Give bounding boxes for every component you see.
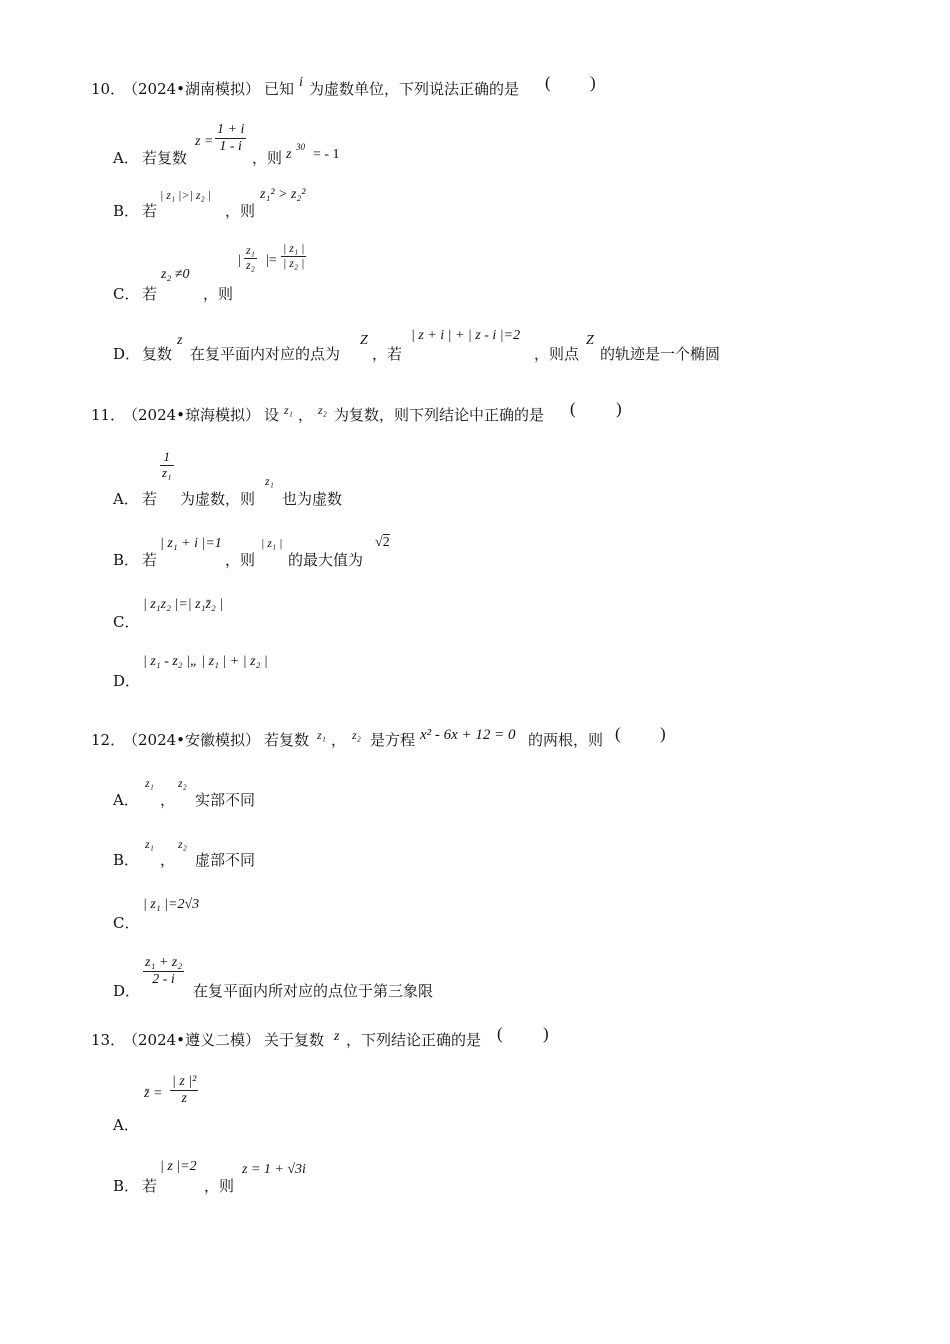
option-text: ，则 (204, 1177, 235, 1195)
option-label: A． (113, 791, 139, 809)
option-text: ， (160, 851, 176, 869)
math-var: z₂ (178, 776, 187, 790)
answer-paren-right: ) (543, 1024, 549, 1043)
option-text: ，则点 (534, 345, 580, 363)
answer-paren-left: ( (615, 724, 621, 743)
math-expr: |= (266, 253, 277, 268)
option-text: 若 (142, 285, 158, 303)
answer-paren-left: ( (497, 1024, 503, 1043)
question-stem: 为复数，则下列结论中正确的是 (334, 406, 545, 424)
question-number: 12． (91, 731, 126, 749)
question-number: 13． (91, 1031, 126, 1049)
option-label: C． (113, 285, 140, 303)
option-text: 复数 (142, 345, 173, 363)
math-var: Z (360, 333, 368, 348)
option-text: ， (160, 791, 176, 809)
option-text: 若 (142, 490, 158, 508)
answer-paren-right: ) (590, 73, 596, 92)
option-text: 若 (142, 1177, 158, 1195)
exponent: 30 (296, 142, 305, 152)
fraction: $\frac{\text{| z |²}}{z}$ (172, 1074, 197, 1107)
math-expr: z₁² > z₂² (260, 187, 306, 202)
math-expr: z₂ ≠0 (161, 267, 190, 282)
fraction: $\frac{\text{z₁}}{\text{z₂}}$ (246, 243, 255, 272)
abs-bar: | (238, 253, 241, 268)
question-source: （2024•琼海模拟） (123, 406, 261, 424)
option-text: 的轨迹是一个椭圆 (600, 345, 721, 363)
option-text: ，若 (372, 345, 403, 363)
sqrt-expr: √2 (375, 535, 390, 550)
math-var: Z (586, 333, 594, 348)
fraction: $\frac{\text{| z₁ |}}{\text{| z₂ |}}$ (283, 241, 305, 270)
question-stem: ，下列结论正确的是 (346, 1031, 482, 1049)
option-label: D． (113, 345, 141, 363)
option-text: ，则 (252, 149, 283, 167)
math-var: i (299, 75, 303, 90)
math-expr: | z₁ + i |=1 (160, 536, 222, 551)
option-label: B． (113, 1177, 140, 1195)
question-stem: 若复数 (264, 731, 310, 749)
fraction: $\frac{\text{z₁ + z₂}}{2 - i}$ (145, 955, 183, 988)
option-label: C． (113, 914, 140, 932)
math-var: z₂ (318, 403, 327, 417)
option-label: C． (113, 613, 140, 631)
question-stem: 的两根，则 (528, 731, 604, 749)
answer-paren-left: ( (570, 399, 576, 418)
option-label: A． (113, 1116, 139, 1134)
option-label: A． (113, 149, 139, 167)
fraction: $\frac{1}{\text{z₁}}$ (162, 449, 172, 480)
option-text: 若 (142, 551, 158, 569)
option-text: 也为虚数 (282, 490, 343, 508)
math-expr: | z + i | + | z - i |=2 (411, 328, 521, 343)
option-text: 若复数 (142, 149, 188, 167)
math-expr: | z₁ |>| z₂ | (160, 188, 211, 202)
question-source: （2024•湖南模拟） (123, 80, 261, 98)
math-var: z (177, 333, 183, 348)
option-text: ，则 (225, 202, 256, 220)
math-expr: | z |=2 (160, 1159, 197, 1174)
math-var: z₁ (284, 403, 293, 417)
question-stem: 是方程 (370, 731, 416, 749)
option-text: 在复平面内所对应的点位于第三象限 (193, 982, 434, 1000)
math-expr: | z₁ - z₂ |„ | z₁ | + | z₂ | (143, 654, 268, 669)
math-var: z₁ (145, 776, 154, 790)
math-var: z₂ (178, 837, 187, 851)
question-stem: 设 (264, 406, 280, 424)
math-expr: | z₁ |=2√3 (143, 897, 200, 912)
math-expr: z̄ = (144, 1086, 163, 1101)
question-source: （2024•遵义二模） (123, 1031, 261, 1049)
option-text: 在复平面内对应的点为 (190, 345, 341, 363)
fraction: $\frac{1 + i}{1 - i}$ (217, 122, 245, 155)
math-expr: | z₁ | (261, 536, 283, 550)
question-stem: ， (298, 406, 314, 424)
option-text: ，则 (225, 551, 256, 569)
answer-paren-right: ) (660, 724, 666, 743)
math-expr: | z₁z₂ |=| z₁z̄₂ | (143, 597, 224, 612)
math-var: z₁ (265, 474, 274, 488)
option-label: D． (113, 672, 141, 690)
math-var: z (286, 147, 292, 162)
option-text: 虚部不同 (195, 851, 256, 869)
option-text: 的最大值为 (288, 551, 364, 569)
question-stem: ， (331, 731, 347, 749)
option-label: A． (113, 490, 139, 508)
option-text: 实部不同 (195, 791, 256, 809)
option-label: B． (113, 202, 140, 220)
math-expr: z = 1 + √3i (242, 1162, 306, 1177)
question-stem: 关于复数 (264, 1031, 325, 1049)
math-var: z₁ (145, 837, 154, 851)
question-source: （2024•安徽模拟） (123, 731, 261, 749)
option-label: B． (113, 551, 140, 569)
question-number: 11． (91, 406, 126, 424)
math-var: z₁ (317, 728, 326, 742)
option-label: B． (113, 851, 140, 869)
question-stem: 为虚数单位，下列说法正确的是 (309, 80, 520, 98)
math-expr: x² - 6x + 12 = 0 (420, 727, 516, 743)
option-text: 若 (142, 202, 158, 220)
option-text: ，则 (203, 285, 234, 303)
option-text: 为虚数，则 (180, 490, 256, 508)
option-label: D． (113, 982, 141, 1000)
math-expr: z = (195, 134, 214, 149)
question-stem: 已知 (264, 80, 295, 98)
math-expr: = - 1 (313, 147, 340, 162)
question-number: 10． (91, 80, 126, 98)
answer-paren-left: ( (545, 73, 551, 92)
math-var: z (334, 1029, 340, 1044)
math-var: z₂ (352, 728, 361, 742)
answer-paren-right: ) (616, 399, 622, 418)
